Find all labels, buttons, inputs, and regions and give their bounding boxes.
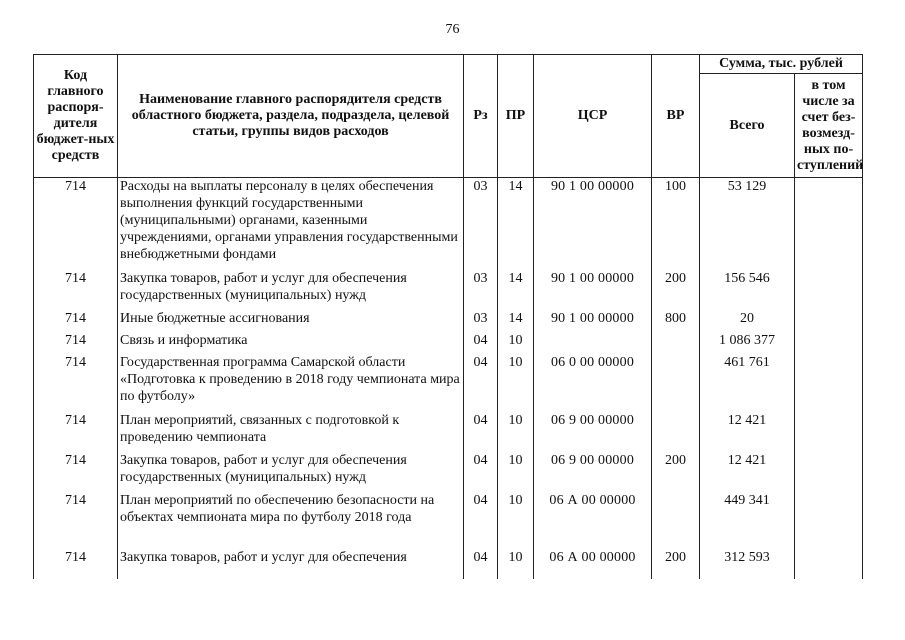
cell-csr: 06 А 00 00000	[534, 492, 652, 549]
cell-name: План мероприятий по обеспечению безопасности на объектах чемпионата мира по футболу 2018 года	[118, 492, 464, 549]
cell-pr: 10	[498, 332, 534, 354]
cell-vr: 200	[652, 549, 700, 579]
cell-vr	[652, 412, 700, 452]
cell-vr	[652, 354, 700, 412]
header-name: Наименование главного распорядителя средств областного бюджета, раздела, подраздела, целевой статьи, группы видов расходов	[118, 55, 464, 178]
header-csr: ЦСР	[534, 55, 652, 178]
cell-name: Закупка товаров, работ и услуг для обеспечения государственных (муниципальных) нужд	[118, 270, 464, 310]
cell-name: Закупка товаров, работ и услуг для обеспечения государственных (муниципальных) нужд	[118, 452, 464, 492]
cell-vr	[652, 492, 700, 549]
cell-name: План мероприятий, связанных с подготовкой к проведению чемпионата	[118, 412, 464, 452]
cell-pr: 14	[498, 310, 534, 332]
cell-total: 449 341	[700, 492, 795, 549]
cell-rz: 04	[464, 452, 498, 492]
header-sum: Сумма, тыс. рублей	[700, 55, 863, 74]
cell-free	[795, 270, 863, 310]
cell-rz: 04	[464, 354, 498, 412]
table-row	[34, 549, 863, 579]
page-number: 76	[445, 22, 460, 37]
cell-csr: 06 А 00 00000	[534, 549, 652, 579]
cell-free	[795, 178, 863, 271]
cell-csr: 06 0 00 00000	[534, 354, 652, 412]
cell-code: 714	[34, 412, 118, 452]
cell-name: Связь и информатика	[118, 332, 464, 354]
table-header	[34, 55, 863, 178]
cell-csr: 90 1 00 00000	[534, 178, 652, 271]
cell-pr: 10	[498, 492, 534, 549]
table-row	[34, 452, 863, 492]
cell-rz: 04	[464, 412, 498, 452]
header-total: Всего	[700, 74, 795, 178]
cell-pr: 10	[498, 412, 534, 452]
cell-pr: 10	[498, 354, 534, 412]
cell-name: Расходы на выплаты персоналу в целях обеспечения выполнения функций государственными (муниципальными) органами, казенными учреждениями, органами управления государственными внебюджетными фондами	[118, 178, 464, 271]
table-row	[34, 492, 863, 549]
cell-vr: 800	[652, 310, 700, 332]
cell-total: 12 421	[700, 412, 795, 452]
cell-pr: 14	[498, 270, 534, 310]
header-rz: Рз	[464, 55, 498, 178]
cell-pr: 10	[498, 452, 534, 492]
header-code: Код главного распоря-дителя бюджет-ных средств	[34, 55, 118, 178]
cell-csr: 06 9 00 00000	[534, 412, 652, 452]
cell-free	[795, 354, 863, 412]
table-row	[34, 270, 863, 310]
cell-pr: 10	[498, 549, 534, 579]
cell-code: 714	[34, 354, 118, 412]
cell-name: Государственная программа Самарской области «Подготовка к проведению в 2018 году чемпионата мира по футболу»	[118, 354, 464, 412]
cell-vr: 200	[652, 452, 700, 492]
cell-total: 312 593	[700, 549, 795, 579]
table-body	[34, 178, 863, 580]
cell-rz: 04	[464, 549, 498, 579]
cell-total: 12 421	[700, 452, 795, 492]
cell-vr: 200	[652, 270, 700, 310]
header-vr: ВР	[652, 55, 700, 178]
cell-rz: 03	[464, 270, 498, 310]
header-pr: ПР	[498, 55, 534, 178]
budget-table	[33, 54, 863, 579]
cell-code: 714	[34, 549, 118, 579]
cell-total: 156 546	[700, 270, 795, 310]
cell-csr: 90 1 00 00000	[534, 310, 652, 332]
cell-vr: 100	[652, 178, 700, 271]
cell-free	[795, 412, 863, 452]
table-row	[34, 412, 863, 452]
table-row	[34, 332, 863, 354]
cell-free	[795, 492, 863, 549]
cell-total: 20	[700, 310, 795, 332]
cell-csr: 90 1 00 00000	[534, 270, 652, 310]
cell-rz: 03	[464, 178, 498, 271]
cell-pr: 14	[498, 178, 534, 271]
cell-free	[795, 452, 863, 492]
cell-name: Иные бюджетные ассигнования	[118, 310, 464, 332]
cell-rz: 03	[464, 310, 498, 332]
cell-rz: 04	[464, 492, 498, 549]
cell-rz: 04	[464, 332, 498, 354]
cell-code: 714	[34, 270, 118, 310]
cell-total: 461 761	[700, 354, 795, 412]
cell-free	[795, 310, 863, 332]
table-row	[34, 354, 863, 412]
cell-total: 53 129	[700, 178, 795, 271]
cell-code: 714	[34, 332, 118, 354]
cell-csr	[534, 332, 652, 354]
cell-code: 714	[34, 310, 118, 332]
table-row	[34, 178, 863, 271]
cell-free	[795, 549, 863, 579]
cell-name: Закупка товаров, работ и услуг для обеспечения	[118, 549, 464, 579]
table-row	[34, 310, 863, 332]
cell-code: 714	[34, 452, 118, 492]
cell-csr: 06 9 00 00000	[534, 452, 652, 492]
header-free: в том числе за счет без-возмезд-ных по-ступлений	[795, 74, 863, 178]
cell-vr	[652, 332, 700, 354]
cell-free	[795, 332, 863, 354]
cell-total: 1 086 377	[700, 332, 795, 354]
cell-code: 714	[34, 492, 118, 549]
cell-code: 714	[34, 178, 118, 271]
